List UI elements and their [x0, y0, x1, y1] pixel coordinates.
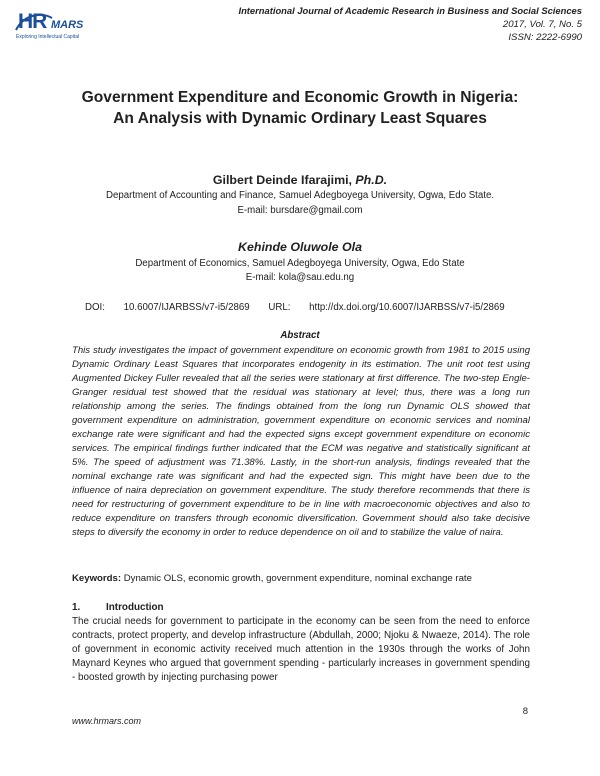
keywords-line	[72, 573, 542, 584]
footer-url[interactable]: www.hrmars.com	[72, 716, 142, 726]
url-link[interactable]: http://dx.doi.org/10.6007/IJARBSS/v7-i5/2869	[309, 302, 505, 313]
doi-value[interactable]: 10.6007/IJARBSS/v7-i5/2869	[123, 302, 250, 313]
author-1-degree: Ph.D.	[355, 173, 388, 187]
doi-line	[85, 302, 521, 313]
section-title: Introduction	[106, 602, 164, 613]
journal-volume: 2017, Vol. 7, No. 5	[502, 19, 582, 30]
section-number: 1.	[72, 602, 81, 613]
author-1-name	[0, 173, 600, 187]
abstract-heading: Abstract	[280, 330, 320, 341]
hrmars-logo	[16, 10, 106, 46]
author-2-affiliation: Department of Economics, Samuel Adegboyega University, Ogwa, Edo State	[135, 258, 465, 269]
logo-sub: MARS	[51, 19, 84, 31]
logo-tagline: Exploring Intellectual Capital	[16, 34, 80, 40]
keywords-label: Keywords:	[72, 573, 122, 584]
journal-issn: ISSN: 2222-6990	[508, 32, 582, 43]
author-1-affiliation: Department of Accounting and Finance, Samuel Adegboyega University, Ogwa, Edo State.	[105, 190, 495, 201]
url-label: URL:	[268, 302, 291, 313]
section-heading	[72, 602, 164, 613]
abstract-text: This study investigates the impact of government expenditure on economic growth from 1981 to 2015 using Dynamic Ordinary Least Squares that incorporates endogenity in its estimation. The unit root test using Augmented Dickey Fuller revealed that all the series were stationary at first difference. The two-step Engle-Granger residual test showed that the residual was stationary at level; thus, there was a long run relationship among the series. The findings obtained from the long run Dynamic OLS showed that government expenditure on administration, government expenditure on economic services and nominal exchange rate were significant and had the expected signs except government expenditure on economic services. The empirical findings further indicated that the ECM was negative and statistically significant at 5%. The speed of adjustment was 71.38%. Lastly, in the short-run analysis, findings revealed that the nominal exchange rate was significant and had the expected sign. This might have been due to the influence of naira depreciation on government expenditure. The study therefore recommends that there is need for restructuring of government expenditure to be in line with macroeconomic objectives and also to reduce expenditure on transfers through economic diversification. Government should also take decisive steps to diversify the economy in order to reduce dependence on oil and to stabilize the value of naira.	[72, 345, 530, 538]
paper-title: Government Expenditure and Economic Growth in Nigeria: An Analysis with Dynamic Ordinary Least Squares	[81, 89, 519, 127]
page-number: 8	[522, 706, 528, 717]
introduction-text: The crucial needs for government to participate in the economy can be seen from the need to enforce contracts, protect property, and develop infrastructure (Abdullah, 2000; Njoku & Nwaeze, 2014). The role of government in economic activity received much attention in the 1930s through the works of John Maynard Keynes who argued that government spending - particularly increases in government spending - boosted growth by injecting purchasing power	[72, 616, 530, 683]
author-2-email: E-mail: kola@sau.edu.ng	[245, 272, 355, 283]
logo-text: HR	[18, 10, 47, 33]
doi-label: DOI:	[85, 302, 105, 313]
journal-name: International Journal of Academic Research in Business and Social Sciences	[238, 5, 582, 16]
author-2-name: Kehinde Oluwole Ola	[238, 240, 362, 254]
author-1-email: E-mail: bursdare@gmail.com	[237, 205, 363, 216]
author-1-fullname: Gilbert Deinde Ifarajimi,	[212, 173, 356, 187]
keywords-text: Dynamic OLS, economic growth, government expenditure, nominal exchange rate	[121, 573, 472, 584]
